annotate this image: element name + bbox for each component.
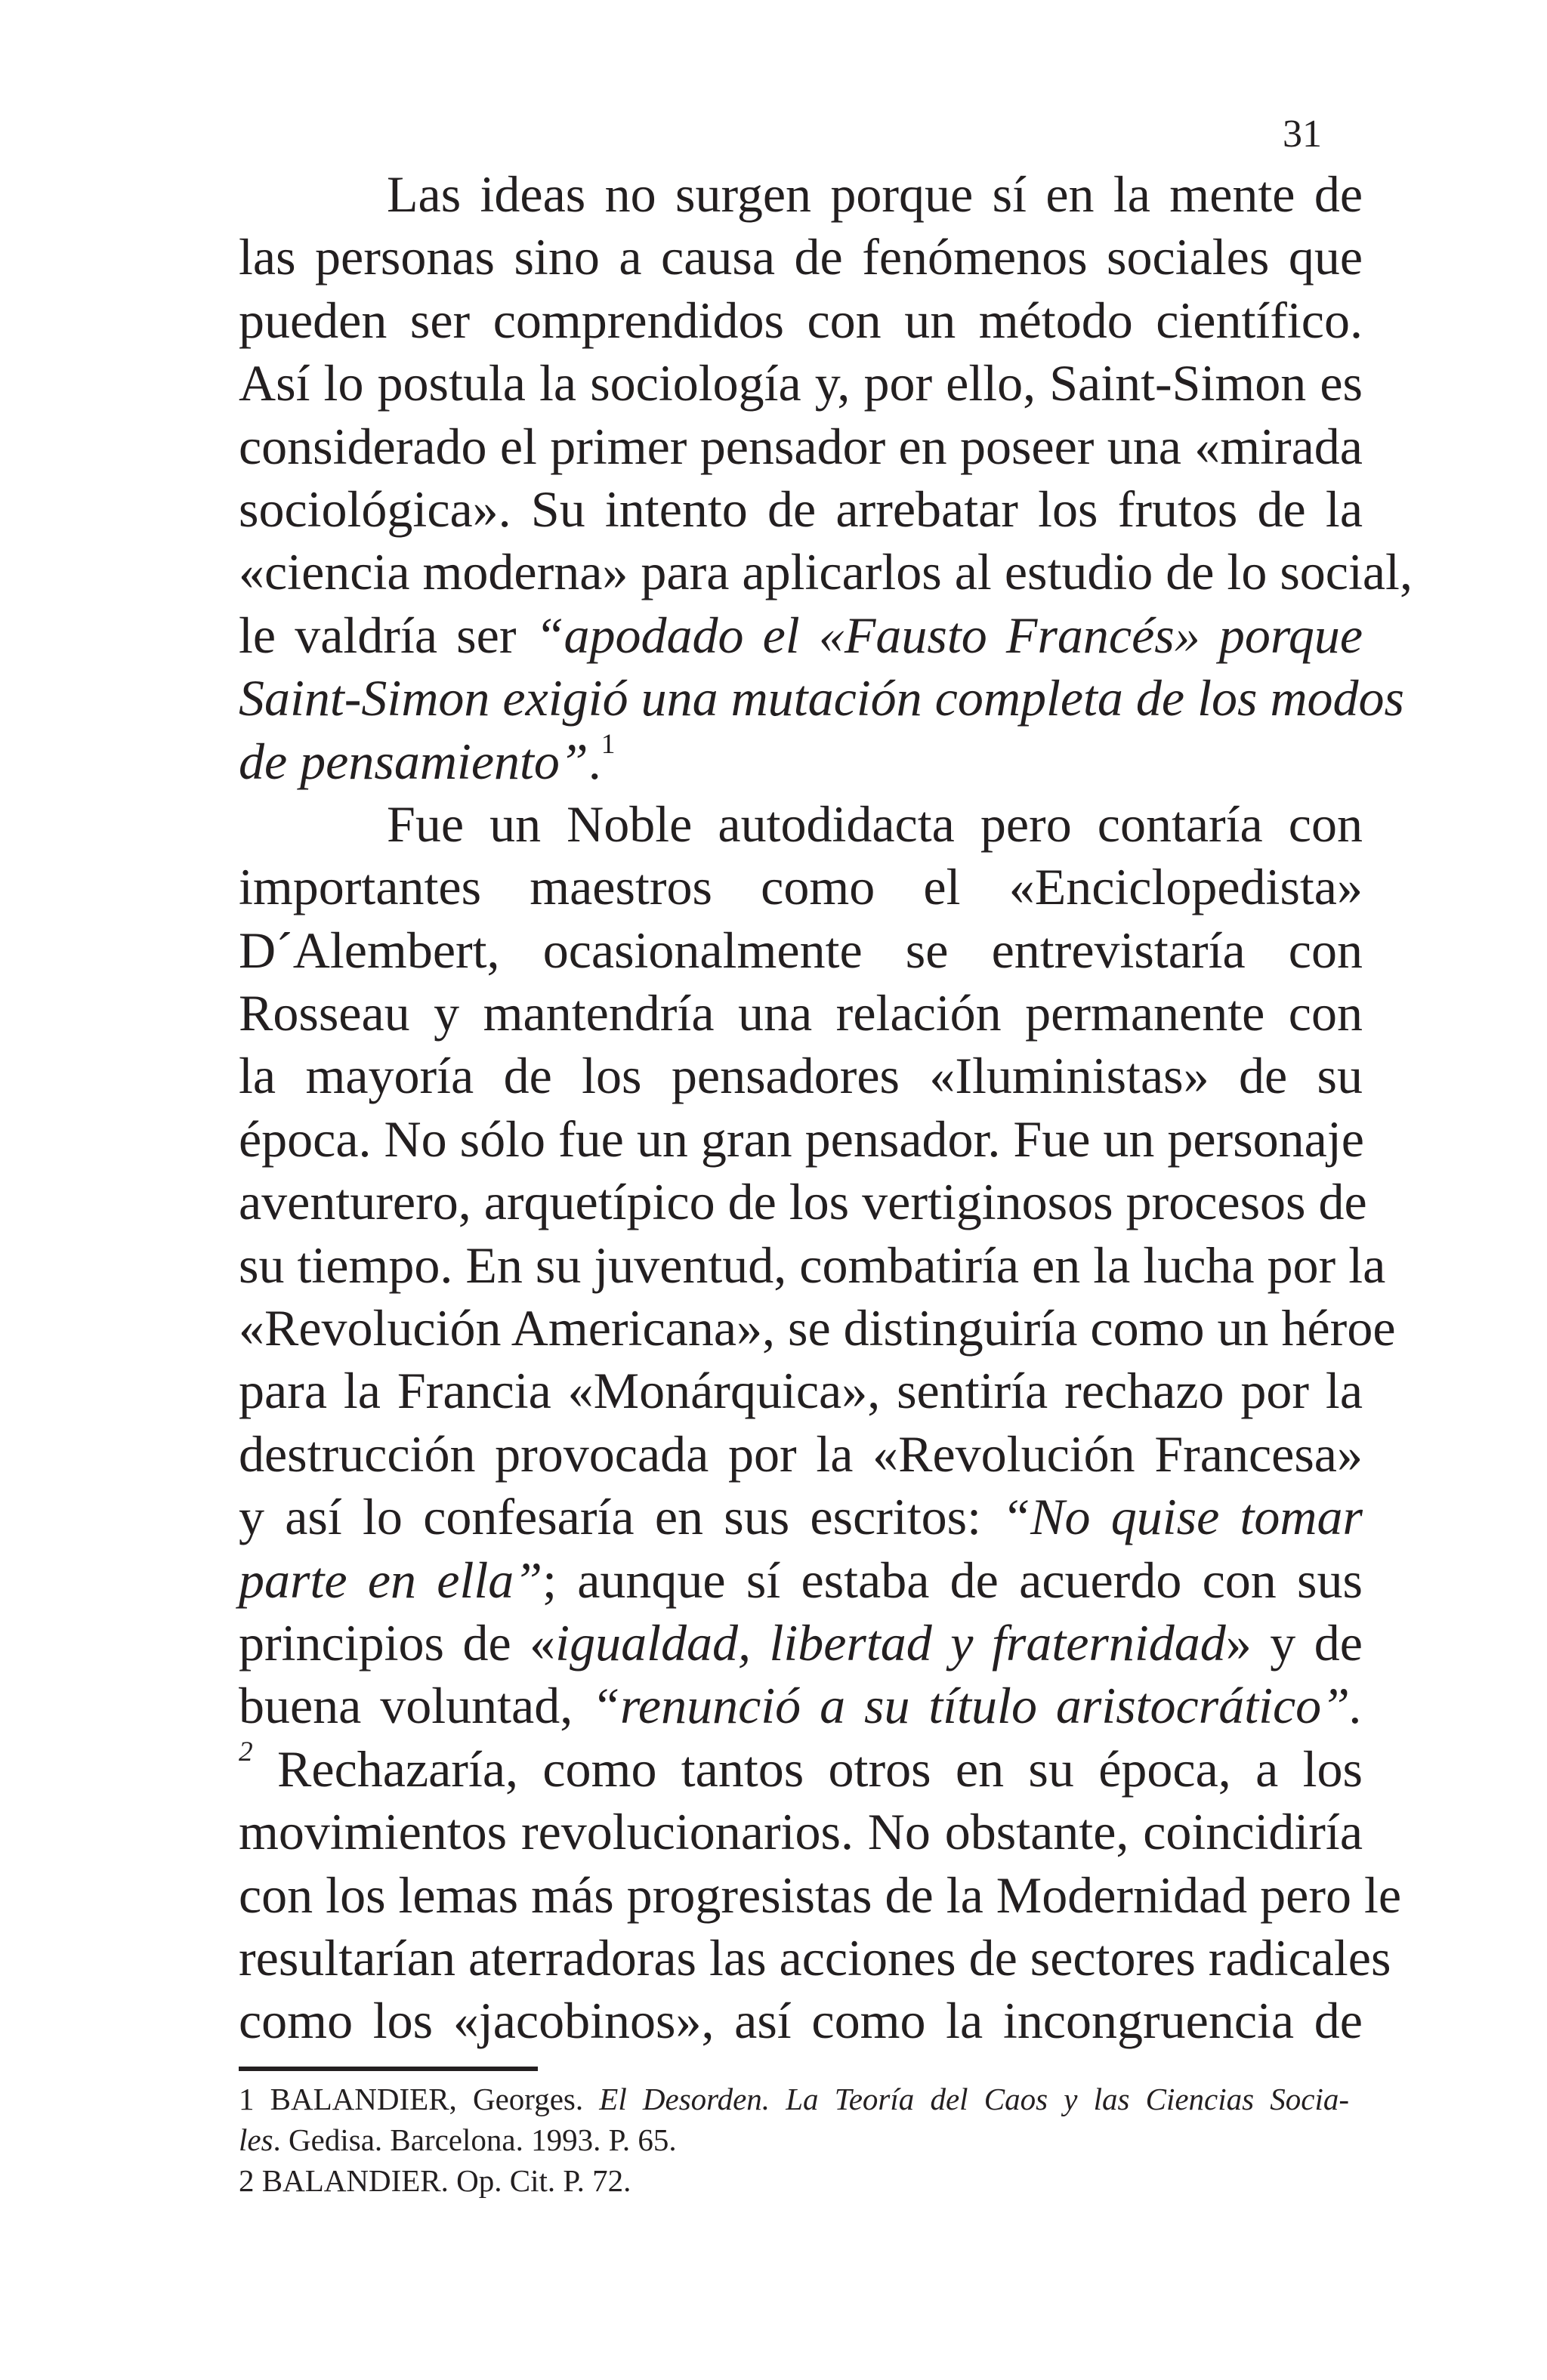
quote-line: Saint-Simon exigió una mutación completa de los modos <box>239 669 1405 727</box>
text-run: le valdría ser <box>239 606 536 664</box>
text-line: la mayoría de los pensadores «Iluministas» de su <box>239 1047 1363 1105</box>
text-line: su tiempo. En su juventud, combatiría en la lucha por la <box>239 1236 1386 1294</box>
text-line: Así lo postula la sociología y, por ello, Saint-Simon es <box>239 354 1363 412</box>
body-text <box>239 163 1413 2053</box>
footnote-2: 2 BALANDIER. Op. Cit. P. 72. <box>239 2163 631 2198</box>
motto-italic: igualdad, libertad y fraternidad <box>555 1613 1226 1672</box>
footnote-ref-1: 1 <box>601 728 616 760</box>
quote-italic: “apodado el «Fausto Francés» porque <box>535 606 1363 664</box>
text-line: aventurero, arquetípico de los vertiginosos procesos de <box>239 1173 1367 1231</box>
page-number: 31 <box>1283 113 1322 156</box>
text-line: resultarían aterradoras las acciones de sectores radicales <box>239 1928 1391 1986</box>
text-line: «Revolución Americana», se distinguiría como un héroe <box>239 1299 1396 1357</box>
text-run: y así lo confesaría en sus escritos: <box>239 1488 1002 1546</box>
text-run: buena voluntad, <box>239 1677 592 1735</box>
text-line: importantes maestros como el «Enciclopedista» <box>239 858 1363 916</box>
text-line: Fue un Noble autodidacta pero contaría con <box>387 795 1363 853</box>
text-line: sociológica». Su intento de arrebatar los frutos de la <box>239 480 1363 538</box>
text-line: Rosseau y mantendría una relación permanente con <box>239 984 1363 1042</box>
book-title: El Desorden. La Teoría del Caos y las Ciencias Socia- <box>599 2082 1349 2116</box>
text-line <box>239 730 1363 793</box>
text-line: época. No sólo fue un gran pensador. Fue un personaje <box>239 1110 1364 1168</box>
text-run: ; aunque sí estaba de acuerdo con sus <box>542 1551 1363 1609</box>
footnote-ref-2: 2 <box>239 1736 253 1768</box>
quote-italic: “No quise tomar <box>1002 1488 1363 1546</box>
text-line <box>239 1549 1363 1612</box>
quote-italic: “renunció a su título aristocrático”. <box>591 1677 1363 1735</box>
footnotes <box>239 2079 1349 2201</box>
text-run: principios de « <box>239 1613 556 1672</box>
text-line: destrucción provocada por la «Revolución Francesa» <box>239 1425 1363 1483</box>
text-run: 1 BALANDIER, Georges. <box>239 2082 600 2116</box>
text-line: «ciencia moderna» para aplicarlos al estudio de lo social, <box>239 543 1413 601</box>
text-line <box>239 1612 1363 1675</box>
text-line: para la Francia «Monárquica», sentiría rechazo por la <box>239 1362 1363 1420</box>
text-line <box>239 604 1363 667</box>
text-run: . <box>588 732 601 790</box>
text-line: las personas sino a causa de fenómenos sociales que <box>239 228 1363 286</box>
footnote-divider <box>239 2067 538 2071</box>
text-line <box>239 1738 1363 1801</box>
text-run: » y de <box>1225 1613 1363 1672</box>
book-title: les <box>239 2122 273 2157</box>
footnote-1-cont <box>239 2119 1349 2160</box>
text-line <box>239 1486 1363 1548</box>
text-run: . Gedisa. Barcelona. 1993. P. 65. <box>273 2122 677 2157</box>
footnote-1 <box>239 2079 1349 2119</box>
text-line: como los «jacobinos», así como la incongruencia de <box>239 1992 1363 2050</box>
text-line: Las ideas no surgen porque sí en la mente de <box>387 165 1363 223</box>
text-line: pueden ser comprendidos con un método científico. <box>239 291 1363 349</box>
text-line: D´Alembert, ocasionalmente se entrevistaría con <box>239 921 1363 979</box>
text-run: Rechazaría, como tantos otros en su época, a los <box>252 1739 1363 1798</box>
text-line: considerado el primer pensador en poseer una «mirada <box>239 417 1363 475</box>
text-line <box>239 1675 1363 1737</box>
quote-italic: parte en ella” <box>239 1551 543 1609</box>
quote-italic: de pensamiento” <box>239 732 588 790</box>
text-line: movimientos revolucionarios. No obstante, coincidiría <box>239 1803 1363 1861</box>
text-line: con los lemas más progresistas de la Modernidad pero le <box>239 1866 1402 1924</box>
